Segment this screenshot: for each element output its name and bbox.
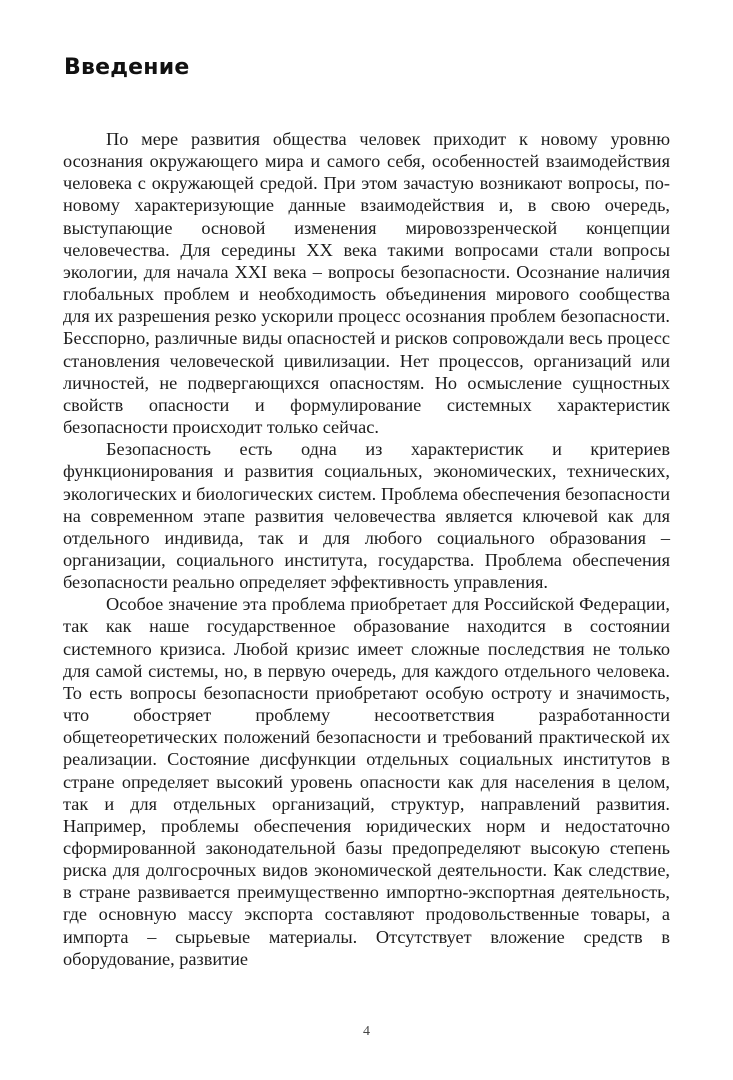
body-text: [63, 128, 670, 970]
paragraph-2: Безопасность есть одна из характеристик и критериев функционирования и развития социальных, экономических, технических, экологических и биологических систем. Проблема обеспечения безопасности на современном этапе развития человечества является ключевой как для отдельного индивида, так и для любого социального образования – организации, социального института, государства. Проблема обеспечения безопасности реально определяет эффективность управления.: [63, 439, 670, 593]
paragraph-1: По мере развития общества человек приходит к новому уровню осознания окружающего мира и самого себя, особенностей взаимодействия человека с окружающей средой. При этом зачастую возникают вопросы, по-новому характеризующие данные взаимодействия и, в свою очередь, выступающие основой изменения мировоззренческой концепции человечества. Для середины XX века такими вопросами стали вопросы экологии, для начала XXI века – вопросы безопасности. Осознание наличия глобальных проблем и необходимость объединения мирового сообщества для их разрешения резко ускорили процесс осознания проблем безопасности. Бесспорно, различные виды опасностей и рисков сопровождали весь процесс становления человеческой цивилизации. Нет процессов, организаций или личностей, не подвергающихся опасностям. Но осмысление сущностных свойств опасности и формулирование системных характеристик безопасности происходит только сейчас.: [63, 129, 670, 438]
section-heading: Введение: [64, 55, 190, 80]
page-number: 4: [363, 1024, 370, 1039]
paragraph-3: Особое значение эта проблема приобретает для Российской Федерации, так как наше государственное образование находится в состоянии системного кризиса. Любой кризис имеет сложные последствия не только для самой системы, но, в первую очередь, для каждого отдельного человека. То есть вопросы безопасности приобретают особую остроту и значимость, что обостряет проблему несоответствия разработанности общетеоретических положений безопасности и требований практической их реализации. Состояние дисфункции отдельных социальных институтов в стране определяет высокий уровень опасности как для населения в целом, так и для отдельных организаций, структур, направлений развития. Например, проблемы обеспечения юридических норм и недостаточно сформированной законодательной базы предопределяют высокую степень риска для долгосрочных видов экономической деятельности. Как следствие, в стране развивается преимущественно импортно-экспортная деятельность, где основную массу экспорта составляют продовольственные товары, а импорта – сырьевые материалы. Отсутствует вложение средств в оборудование, развитие: [63, 594, 670, 969]
